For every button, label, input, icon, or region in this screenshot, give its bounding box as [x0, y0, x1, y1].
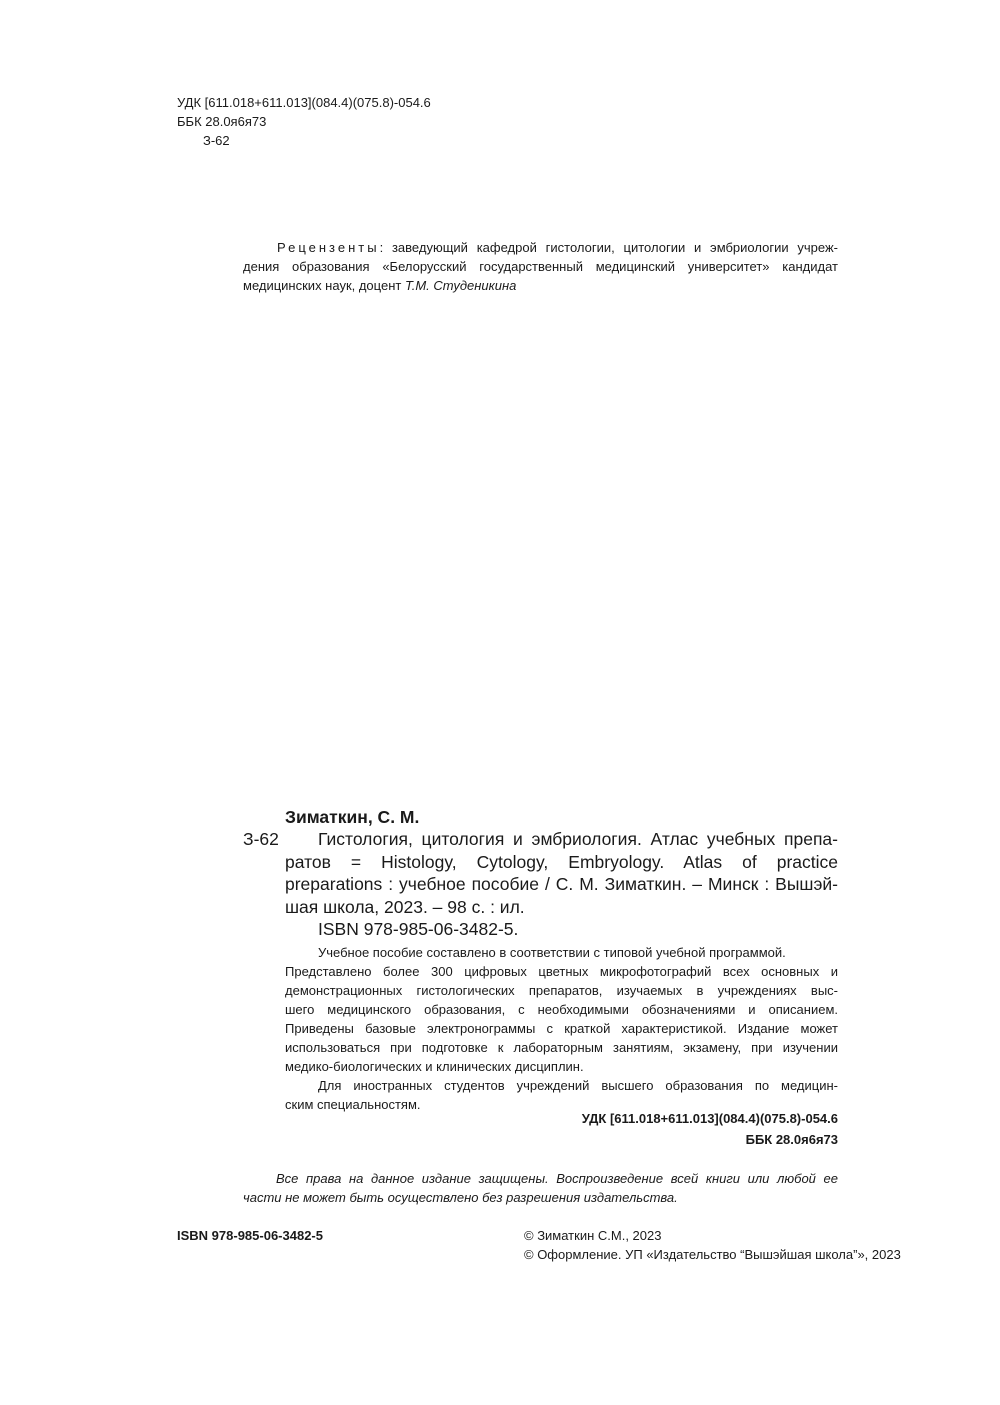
annotation-line: демонстрационных гистологических препаратов, изучаемых в учреждениях выс- [285, 983, 838, 998]
reviewer-name: Т.М. Студеникина [404, 278, 517, 293]
copyright-design: © Оформление. УП «Издательство “Вышэйшая школа”», 2023 [524, 1247, 901, 1262]
catalog-line-4: шая школа, 2023. – 98 с. : ил. [285, 896, 525, 917]
header-code: З-62 [203, 133, 230, 148]
annotation-line: Учебное пособие составлено в соответствии с типовой учебной программой. [318, 945, 786, 960]
reviewers-label: Рецензенты [277, 240, 380, 255]
classification-udk: УДК [611.018+611.013](084.4)(075.8)-054.6 [581, 1111, 838, 1126]
footer-copyright [524, 1226, 901, 1264]
reviewers-line-3 [243, 276, 838, 295]
copyright-author: © Зиматкин С.М., 2023 [524, 1228, 662, 1243]
catalog-line-3: preparations : учебное пособие / С. М. Зиматкин. – Минск : Вышэй- [285, 874, 838, 894]
reviewers-line-1 [243, 238, 838, 257]
annotation-line: медико-биологических и клинических дисциплин. [285, 1059, 584, 1074]
rights-line-2: части не может быть осуществлено без разрешения издательства. [243, 1190, 678, 1205]
classification-block [438, 1108, 838, 1150]
header-block [177, 93, 431, 150]
annotation-line: использоваться при подготовке к лабораторным занятиям, экзамену, при изучении [285, 1040, 838, 1055]
annotation-block [285, 943, 838, 1114]
rights-line-1: Все права на данное издание защищены. Воспроизведение всей книги или любой ее [276, 1171, 838, 1186]
catalog-author: Зиматкин, С. М. [285, 807, 420, 827]
header-udk: УДК [611.018+611.013](084.4)(075.8)-054.6 [177, 95, 431, 110]
reviewers-line-2: дения образования «Белорусский государственный медицинский университет» кандидат [243, 259, 838, 274]
reviewers-line-1-text: : заведующий кафедрой гистологии, цитологии и эмбриологии учреж- [379, 240, 838, 255]
reviewers-block [243, 238, 838, 295]
annotation-line: ским специальностям. [285, 1097, 421, 1112]
catalog-code: З-62 [243, 829, 279, 849]
catalog-line-1: Гистология, цитология и эмбриология. Атлас учебных препа- [318, 829, 838, 849]
footer-isbn: ISBN 978-985-06-3482-5 [177, 1228, 323, 1243]
reviewers-line-3-text: медицинских наук, доцент [243, 278, 405, 293]
catalog-isbn: ISBN 978-985-06-3482-5. [318, 919, 519, 939]
classification-bbk: ББК 28.0я6я73 [745, 1132, 838, 1147]
annotation-line: шего медицинского образования, с необходимыми обозначениями и описанием. [285, 1002, 838, 1017]
annotation-line: Приведены базовые электронограммы с краткой характеристикой. Издание может [285, 1021, 838, 1036]
catalog-description [285, 828, 838, 941]
annotation-line: Представлено более 300 цифровых цветных микрофотографий всех основных и [285, 964, 838, 979]
rights-block [243, 1169, 838, 1207]
header-bbk: ББК 28.0я6я73 [177, 114, 267, 129]
catalog-line-2: ратов = Histology, Cytology, Embryology. Atlas of practice [285, 851, 838, 872]
annotation-line: Для иностранных студентов учреждений высшего образования по медицин- [318, 1078, 838, 1093]
